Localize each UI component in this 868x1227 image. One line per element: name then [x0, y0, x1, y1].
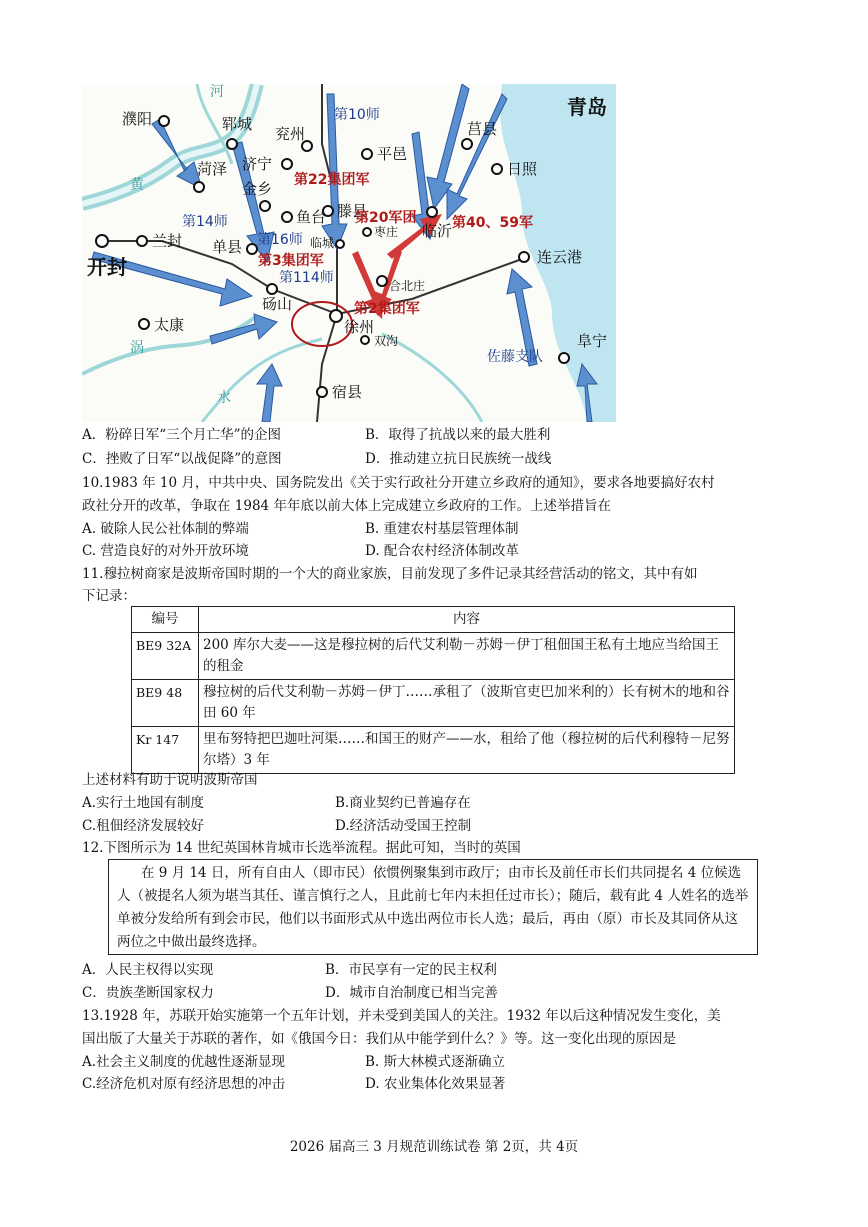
- q11-after: 上述材料有助于说明波斯帝国: [82, 772, 258, 788]
- q12-option-d: D．城市自治制度已相当完善: [325, 985, 498, 1001]
- q12-option-c: C．贵族垄断国家权力: [82, 985, 214, 1001]
- city-label: 枣庄: [374, 225, 399, 239]
- inscription-content: 穆拉树的后代艾利勒－苏姆－伊丁……承租了（波斯官吏巴加米利的）长有树木的地和谷田 60 年: [199, 680, 735, 727]
- inscription-content: 200 库尔大麦——这是穆拉树的后代艾利勒－苏姆－伊丁租佃国王私有土地应当给国王的租金: [199, 633, 735, 680]
- q11-stem-line1: 11.穆拉树商家是波斯帝国时期的一个大的商业家族，目前发现了多件记录其经营活动的铭文，其中有如: [82, 566, 698, 582]
- river-label: 水: [217, 390, 231, 406]
- unit-label: 第114师: [279, 270, 334, 286]
- table-header-row: [132, 607, 735, 633]
- table-row: [132, 680, 735, 727]
- river-label: 黄: [130, 177, 144, 193]
- city-label: 合北庄: [389, 279, 426, 293]
- q11-option-a: A.实行土地国有制度: [82, 795, 205, 811]
- river-label: 河: [210, 84, 224, 100]
- city-label: 郓城: [222, 115, 253, 133]
- city-label: 莒县: [467, 120, 498, 138]
- unit-label: 第40、59军: [452, 215, 533, 231]
- q13-option-c: C.经济危机对原有经济思想的冲击: [82, 1076, 286, 1092]
- q13-option-a: A.社会主义制度的优越性逐渐显现: [82, 1054, 286, 1070]
- unit-label: 第14师: [182, 214, 228, 230]
- city-label: 连云港: [537, 248, 583, 266]
- table-row: [132, 633, 735, 680]
- q11-option-b: B.商业契约已普遍存在: [335, 795, 471, 811]
- unit-label: 第16师: [257, 232, 303, 248]
- q13-option-b: B. 斯大林模式逐渐确立: [365, 1054, 506, 1070]
- q13-stem-line1: 13.1928 年，苏联开始实施第一个五年计划，并未受到美国人的关注。1932 年以后这种情况发生变化，美: [82, 1008, 721, 1024]
- q12-option-b: B．市民享有一定的民主权利: [325, 962, 497, 978]
- page-footer: 2026 届高三 3 月规范训练试卷 第 2页，共 4页: [289, 1139, 579, 1155]
- unit-label: 第22集团军: [294, 172, 370, 188]
- election-process-text: 在 9 月 14 日，所有自由人（即市民）依惯例聚集到市政厅；由市长及前任市长们共同提名 4 位候选人（被提名人须为堪当其任、谨言慎行之人，且此前七年内未担任过市长）；随后，载有此 4 人姓名的选举单被分发给所有到会市民，他们以书面形式从中选出两位市长人选；最后，再由（原）市长及其同侪从这两位之中做出最终选择。: [117, 865, 749, 950]
- q10-stem-line2: 政社分开的改革，争取在 1984 年年底以前大体上完成建立乡政府的工作。上述举措旨在: [82, 498, 611, 514]
- table-header: 编号: [132, 607, 199, 633]
- q10-option-b: B. 重建农村基层管理体制: [365, 521, 519, 537]
- q10-option-a: A. 破除人民公社体制的弊端: [82, 521, 249, 537]
- city-label: 菏泽: [197, 160, 228, 178]
- city-label: 青岛: [567, 95, 607, 119]
- q11-option-d: D.经济活动受国王控制: [335, 818, 472, 834]
- q13-stem-line2: 国出版了大量关于苏联的著作，如《俄国今日：我们从中能学到什么？》等。这一变化出现的原因是: [82, 1031, 676, 1047]
- unit-label: 第10师: [334, 107, 380, 123]
- city-label: 徐州: [344, 318, 375, 336]
- inscription-code: Kr 147: [132, 727, 199, 774]
- inscription-table: [131, 606, 735, 774]
- city-label: 临沂: [422, 222, 453, 240]
- inscription-content: 里布努特把巴迦吐河渠……和国王的财产——水，租给了他（穆拉树的后代利穆特－尼努尔塔）3 年: [199, 727, 735, 774]
- city-label: 兰封: [152, 232, 183, 250]
- city-label: 宿县: [332, 383, 363, 401]
- unit-label: 第20军团: [355, 210, 417, 226]
- table-row: [132, 727, 735, 774]
- city-label: 临城: [310, 236, 335, 250]
- city-label: 济宁: [242, 155, 273, 173]
- election-process-box: [108, 859, 758, 955]
- city-label: 双沟: [374, 334, 399, 348]
- city-label: 兖州: [275, 125, 306, 143]
- city-label: 平邑: [377, 145, 408, 163]
- table-header: 内容: [199, 607, 735, 633]
- q12-option-a: A．人民主权得以实现: [82, 962, 214, 978]
- city-label: 阜宁: [577, 332, 608, 350]
- river-label: 涡: [130, 340, 144, 356]
- unit-label: 第2集团军: [354, 301, 420, 317]
- q10-option-d: D. 配合农村经济体制改革: [365, 543, 519, 559]
- unit-label: 第3集团军: [258, 253, 324, 269]
- city-label: 砀山: [262, 295, 293, 313]
- q12-stem: 12.下图所示为 14 世纪英国林肯城市长选举流程。据此可知，当时的英国: [82, 840, 521, 856]
- q11-option-c: C.租佃经济发展较好: [82, 818, 205, 834]
- inscription-code: BE9 48: [132, 680, 199, 727]
- city-label: 鱼台: [296, 208, 327, 226]
- q11-stem-line2: 下记录：: [82, 588, 136, 604]
- city-label: 滕县: [337, 202, 368, 220]
- city-label: 开封: [87, 255, 127, 279]
- q9-option-c: C．挫败了日军“以战促降”的意图: [82, 451, 282, 467]
- q9-option-b: B．取得了抗战以来的最大胜利: [365, 427, 551, 443]
- city-label: 日照: [507, 160, 538, 178]
- unit-label: 佐藤支队: [487, 349, 543, 365]
- battle-map: [82, 84, 616, 422]
- inscription-code: BE9 32A: [132, 633, 199, 680]
- city-label: 濮阳: [122, 110, 153, 128]
- city-label: 太康: [154, 316, 185, 334]
- city-label: 金乡: [242, 180, 273, 198]
- city-label: 单县: [212, 238, 243, 256]
- q10-stem-line1: 10.1983 年 10 月，中共中央、国务院发出《关于实行政社分开建立乡政府的通知》，要求各地要搞好农村: [82, 475, 715, 491]
- q13-option-d: D. 农业集体化效果显著: [365, 1076, 506, 1092]
- q10-option-c: C. 营造良好的对外开放环境: [82, 543, 249, 559]
- q9-option-a: A．粉碎日军“三个月亡华”的企图: [82, 427, 282, 443]
- q9-option-d: D．推动建立抗日民族统一战线: [365, 451, 552, 467]
